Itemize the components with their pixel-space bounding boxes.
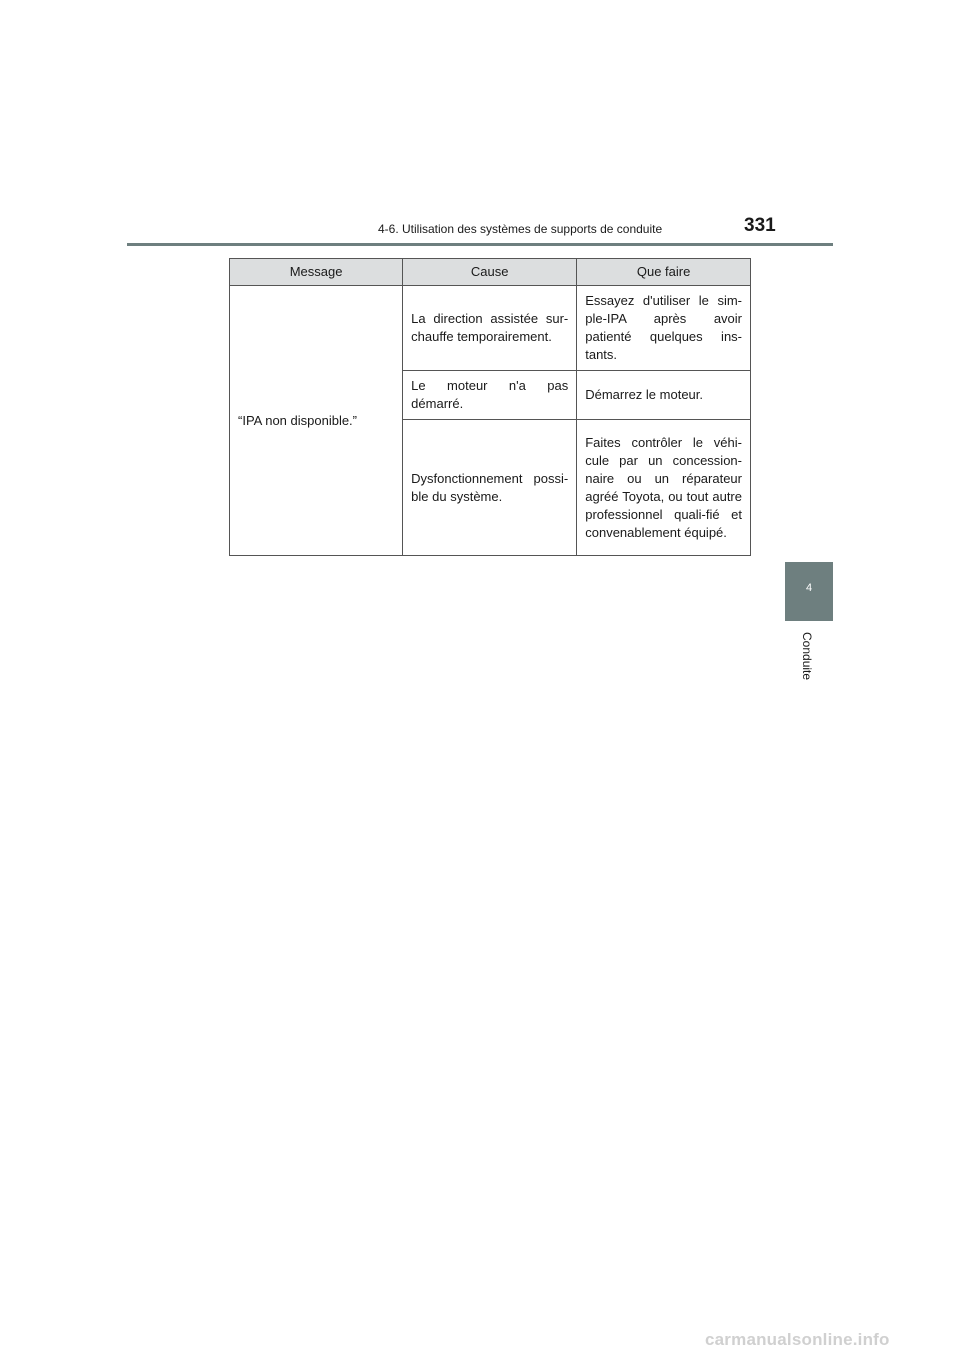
table-row — [230, 286, 751, 371]
page-number: 331 — [744, 215, 776, 236]
column-header-message: Message — [230, 259, 403, 286]
cause-cell: La direction assistée sur-chauffe temporairement. — [403, 286, 577, 371]
column-header-action: Que faire — [577, 259, 751, 286]
chapter-number: 4 — [805, 582, 813, 594]
column-header-cause: Cause — [403, 259, 577, 286]
message-cell: “IPA non disponible.” — [230, 286, 403, 556]
cause-cell: Dysfonctionnement possi-ble du système. — [403, 420, 577, 556]
chapter-tab — [785, 562, 833, 621]
table-header-row — [230, 259, 751, 286]
action-cell: Démarrez le moteur. — [577, 371, 751, 420]
watermark: carmanualsonline.info — [705, 1330, 890, 1349]
header-divider — [127, 243, 833, 246]
action-cell: Faites contrôler le véhi-cule par un concession-naire ou un réparateur agréé Toyota, ou tout autre professionnel quali-fié et convenablement équipé. — [577, 420, 751, 556]
cause-cell: Le moteur n'a pas démarré. — [403, 371, 577, 420]
chapter-label: Conduite — [800, 632, 814, 681]
message-table — [229, 258, 751, 556]
section-title: 4-6. Utilisation des systèmes de supports de conduite — [378, 222, 663, 236]
action-cell: Essayez d'utiliser le sim-ple-IPA après avoir patienté quelques ins-tants. — [577, 286, 751, 371]
